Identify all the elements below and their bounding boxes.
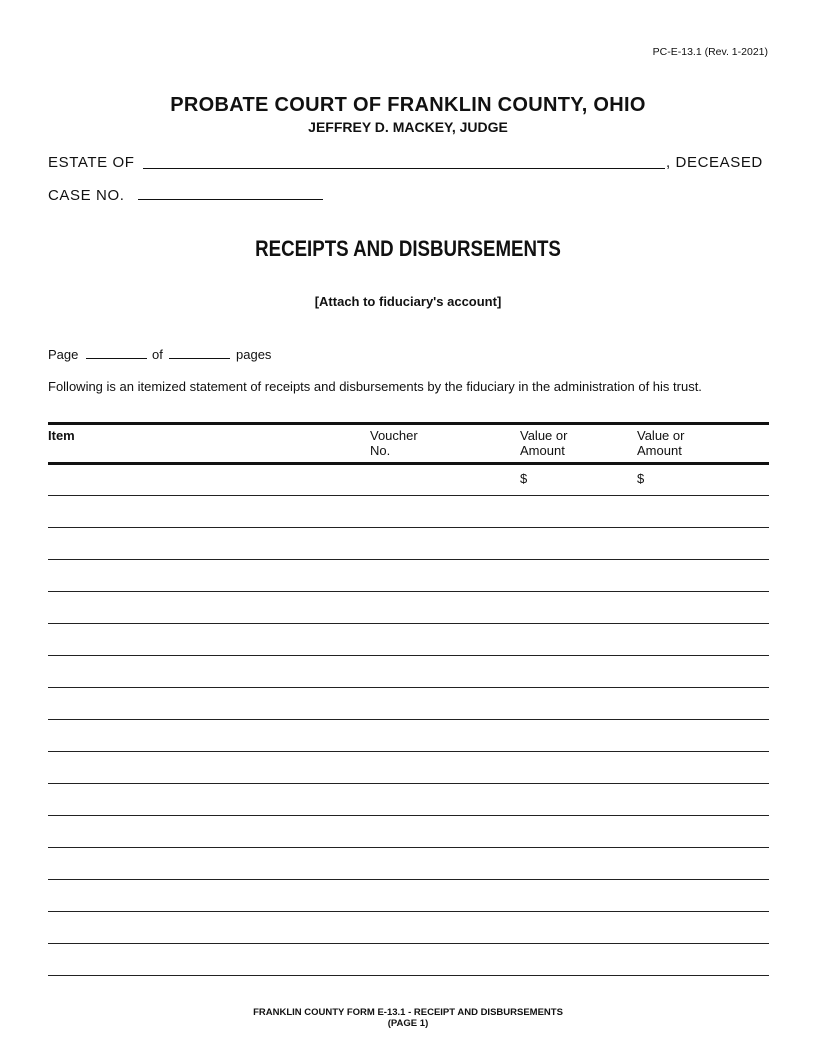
attach-note: [Attach to fiduciary's account] — [314, 294, 502, 309]
deceased-label: , DECEASED — [666, 154, 763, 171]
of-label: of — [152, 347, 163, 362]
currency-symbol-value-2: $ — [637, 471, 645, 486]
table-row[interactable] — [48, 847, 769, 880]
table-row[interactable] — [48, 783, 769, 816]
case-number-field[interactable] — [138, 184, 323, 200]
court-name: PROBATE COURT OF FRANKLIN COUNTY, OHIO — [170, 94, 646, 116]
table-row[interactable] — [48, 719, 769, 752]
header-value-2-line1: Value or — [637, 428, 685, 443]
table-row[interactable] — [48, 623, 769, 656]
form-number: PC-E-13.1 (Rev. 1-2021) — [652, 46, 768, 58]
table-row[interactable] — [48, 463, 769, 496]
header-value-1-line2: Amount — [520, 443, 565, 458]
footer-line-2: (PAGE 1) — [387, 1018, 429, 1029]
judge-name: JEFFREY D. MACKEY, JUDGE — [308, 119, 508, 135]
case-label: CASE NO. — [48, 187, 125, 204]
table-row[interactable] — [48, 495, 769, 528]
currency-symbol-value-1: $ — [520, 471, 528, 486]
table-row[interactable] — [48, 527, 769, 560]
footer — [0, 1007, 816, 1029]
table-row[interactable] — [48, 879, 769, 912]
header-voucher-line2: No. — [370, 443, 391, 458]
header-voucher-line1: Voucher — [370, 428, 418, 443]
header-value-2 — [637, 428, 684, 458]
statement-text: Following is an itemized statement of receipts and disbursements by the fiduciary in the administration of his trust. — [48, 379, 702, 394]
header-voucher — [370, 428, 418, 458]
table-row[interactable] — [48, 911, 769, 944]
table-row[interactable] — [48, 591, 769, 624]
header-value-1-line1: Value or — [520, 428, 568, 443]
table-row[interactable] — [48, 655, 769, 688]
table-row[interactable] — [48, 815, 769, 848]
form-title: RECEIPTS AND DISBURSEMENTS — [255, 236, 561, 261]
table-row[interactable] — [48, 687, 769, 720]
table-top-rule — [48, 422, 769, 425]
total-pages-field[interactable] — [169, 344, 230, 359]
table-row[interactable] — [48, 943, 769, 976]
table-row[interactable] — [48, 751, 769, 784]
table-row[interactable] — [48, 559, 769, 592]
page-label: Page — [48, 347, 79, 362]
header-value-2-line2: Amount — [637, 443, 682, 458]
header-value-1 — [520, 428, 567, 458]
estate-label: ESTATE OF — [48, 154, 135, 171]
footer-line-1: FRANKLIN COUNTY FORM E-13.1 - RECEIPT AND DISBURSEMENTS — [253, 1007, 563, 1018]
estate-field[interactable] — [143, 153, 665, 169]
pages-label: pages — [236, 347, 272, 362]
page-number-field[interactable] — [86, 344, 147, 359]
header-item: Item — [48, 428, 75, 443]
